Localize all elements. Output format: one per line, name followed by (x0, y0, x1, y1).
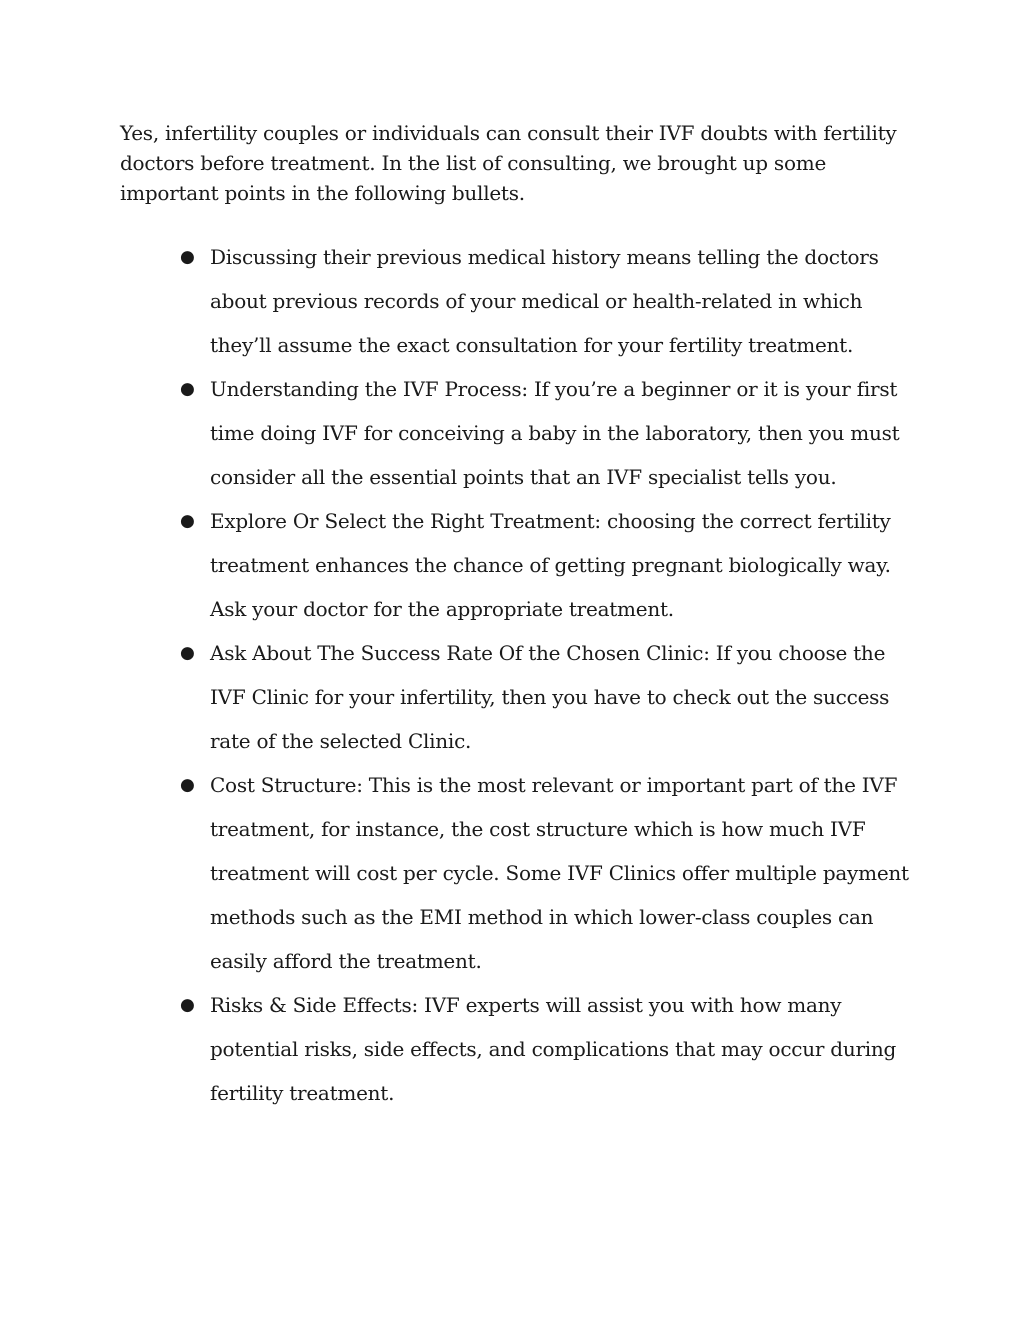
bullet-icon: ● (180, 511, 195, 531)
bullet-icon: ● (180, 643, 195, 663)
list-item-text: Discussing their previous medical history means telling the doctors about previous records of your medical or health-related in which they’ll assume the exact consultation for your fertility treatment. (210, 245, 879, 357)
list-item (180, 235, 920, 367)
bullet-icon: ● (180, 775, 195, 795)
list-item (180, 631, 920, 763)
bullet-icon: ● (180, 995, 195, 1015)
consultation-points-list (180, 235, 920, 1115)
list-item-text: Explore Or Select the Right Treatment: choosing the correct fertility treatment enhances the chance of getting pregnant biologically way. Ask your doctor for the appropriate treatment. (210, 509, 891, 621)
list-item (180, 763, 920, 983)
bullet-icon: ● (180, 379, 195, 399)
list-item-text: Understanding the IVF Process: If you’re a beginner or it is your first time doing IVF for conceiving a baby in the laboratory, then you must consider all the essential points that an IVF specialist tells you. (210, 377, 900, 489)
list-item-text: Cost Structure: This is the most relevant or important part of the IVF treatment, for instance, the cost structure which is how much IVF treatment will cost per cycle. Some IVF Clinics offer multiple payment methods such as the EMI method in which lower-class couples can easily afford the treatment. (210, 773, 909, 973)
list-item-text: Risks & Side Effects: IVF experts will assist you with how many potential risks, side effects, and complications that may occur during fertility treatment. (210, 993, 897, 1105)
list-item (180, 499, 920, 631)
list-item-text: Ask About The Success Rate Of the Chosen Clinic: If you choose the IVF Clinic for your infertility, then you have to check out the success rate of the selected Clinic. (210, 641, 890, 753)
bullet-icon: ● (180, 247, 195, 267)
intro-paragraph: Yes, infertility couples or individuals can consult their IVF doubts with fertility doctors before treatment. In the list of consulting, we brought up some important points in the following bullets. (120, 121, 897, 205)
list-item (180, 367, 920, 499)
list-item (180, 983, 920, 1115)
